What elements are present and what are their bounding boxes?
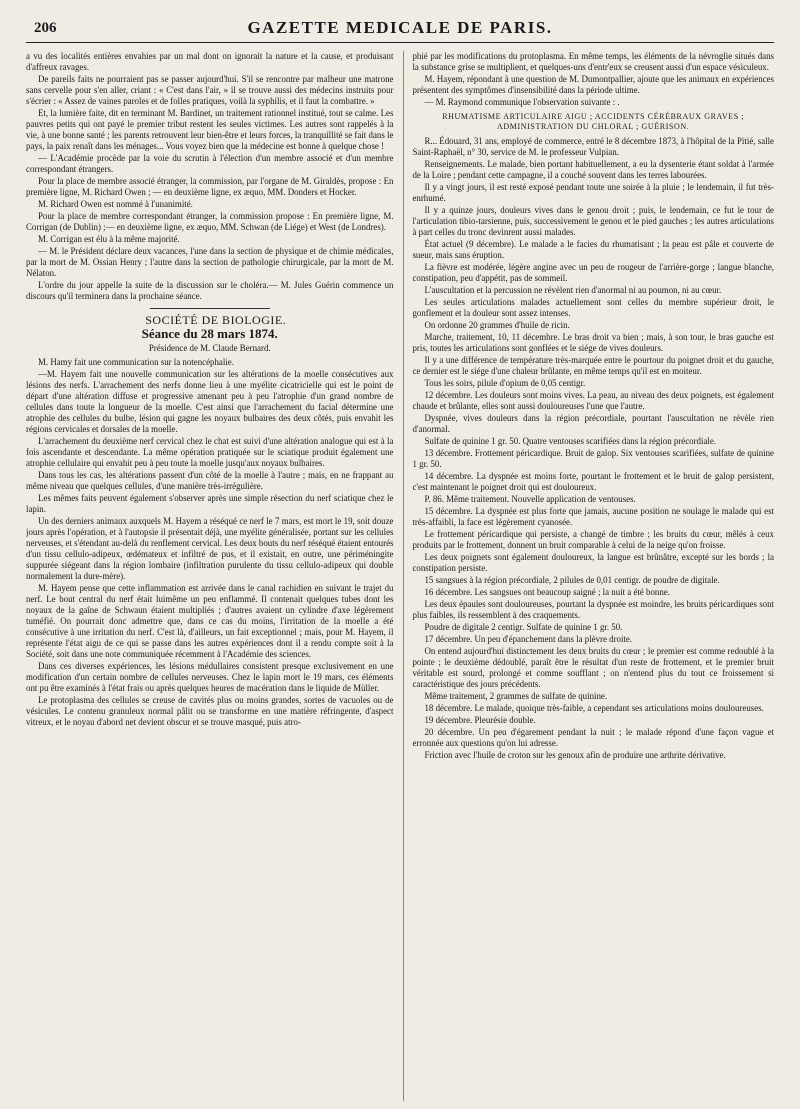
paragraph: 15 sangsues à la région précordiale, 2 pilules de 0,01 centigr. de poudre de digitale. [424, 575, 720, 585]
paragraph: Et, la lumière faite, dit en terminant M. Bardinet, un traitement rationnel institué, tout se calme. Les pauvres petits qui ont payé le premier tribut restent les seules victimes. Les autres sont rappelés à la vie, à une bonne santé ; les parents retrouvent leur bien-être et leurs forces, la tranquillité se fait dans le pays, la paix renaît dans les ménages... Vous voyez bien que la médecine est bonne à quelque chose ! [26, 108, 394, 151]
paragraph: De pareils faits ne pourraient pas se passer aujourd'hui. S'il se rencontre par malheur une matrone sans cervelle pour s'en aller, criant : « C'est dans l'air, » il se trouve aussi des médecins instruits pour s'écrier : « Assez de vaines paroles et de folles pratiques, voilà la syphilis, et il faut la combattre. » [26, 74, 394, 106]
paragraph: Renseignements. Le malade, bien portant habituellement, a eu la dysenterie étant soldat à l'armée de la Loire ; pendant cette campagne, il a couché souvent dans les terres labourées. [412, 159, 774, 180]
paragraph: Pour la place de membre associé étranger, la commission, par l'organe de M. Giraldès, propose : En première ligne, M. Richard Owen ; — en deuxième ligne, ex æquo, MM. Donders et Hocker. [26, 176, 394, 197]
paragraph: Les mêmes faits peuvent également s'observer après une simple résection du nerf sciatique chez le lapin. [26, 493, 394, 514]
columns [26, 51, 774, 1101]
seance-heading: Séance du 28 mars 1874. [141, 326, 278, 341]
section-divider [150, 308, 270, 309]
paragraph: Dans tous les cas, les altérations passent d'un côté de la moelle à l'autre ; mais, en ne frappant au même niveau que quelques cellules, d'une manière très-irrégulière. [26, 470, 394, 491]
paragraph: — M. Raymond communique l'observation suivante : . [424, 97, 620, 107]
paragraph: On entend aujourd'hui distinctement les deux bruits du cœur ; le premier est comme redoublé à la pointe ; le deuxième dédoublé, paraît être le résultat d'un reste de frottement, et le premier bruit véritable est sourd, prolongé et comme soufflant ; on n'entend plus du tout ce froissement si caractéristique des jours précédents. [412, 646, 774, 689]
paragraph: On ordonne 20 grammes d'huile de ricin. [424, 320, 570, 330]
paragraph: 19 décembre. Pleurésie double. [424, 715, 536, 725]
page-header [26, 14, 774, 43]
paragraph: L'ordre du jour appelle la suite de la discussion sur le choléra.— M. Jules Guérin commence un discours qu'il terminera dans la prochaine séance. [26, 280, 394, 301]
paragraph: M. Corrigan est élu à la même majorité. [38, 234, 180, 244]
paragraph: Un des derniers animaux auxquels M. Hayem a réséqué ce nerf le 7 mars, est mort le 19, soit douze jours après l'opération, et à l'autopsie il présentait déjà, une myélite généralisée, portant sur les cellules nerveuses, et s'étendant au-delà du renflement cervical. Les deux bouts du nerf réséqué étaient entourés d'un tissu cellulo-adipeux, œdémateux et infiltré de pus, et il existait, en outre, une périméningite suppurée siégeant dans la région lombaire (infiltration purulente du tissu cellulo-adipeux qui double normalement la dure-mère). [26, 516, 394, 581]
paragraph: Dyspnée, vives douleurs dans la région précordiale, pourtant l'auscultation ne révèle rien d'anormal. [412, 413, 774, 434]
society-heading: SOCIÉTÉ DE BIOLOGIE. [145, 313, 287, 327]
paragraph: Les deux épaules sont douloureuses, pourtant la dyspnée est moindre, les bruits péricardiques sont plus faibles, ils ressemblent à des craquements. [412, 599, 774, 620]
paragraph: Sulfate de quinine 1 gr. 50. Quatre ventouses scarifiées dans la région précordiale. [424, 436, 717, 446]
paragraph: 16 décembre. Les sangsues ont beaucoup saigné ; la nuit a été bonne. [424, 587, 670, 597]
paragraph: 20 décembre. Un peu d'égarement pendant la nuit ; le malade répond d'une façon vague et erronnée aux questions qu'on lui adresse. [412, 727, 774, 748]
paragraph: 13 décembre. Frottement péricardique. Bruit de galop. Six ventouses scarifiées, sulfate de quinine 1 gr. 50. [412, 448, 774, 469]
paragraph: Pour la place de membre correspondant étranger, la commission propose : En première ligne, M. Corrigan (de Dublin) ;— en deuxième ligne, ex æquo, MM. Schwan (de Liége) et West (de Londres). [26, 211, 394, 232]
paragraph: L'auscultation et la percussion ne révèlent rien d'anormal ni au poumon, ni au cœur. [424, 285, 722, 295]
case-title: RHUMATISME ARTICULAIRE AIGU ; ACCIDENTS CÉRÉBRAUX GRAVES ; ADMINISTRATION DU CHLORAL ; GUÉRISON. [442, 112, 745, 131]
paragraph: Les deux poignets sont également douloureux, la langue est brûnâtre, excepté sur les bords ; la constipation persiste. [412, 552, 774, 573]
left-column [26, 51, 399, 1101]
paragraph: 18 décembre. Le malade, quoique très-faible, a cependant ses articulations moins douloureuses. [424, 703, 764, 713]
paragraph: État actuel (9 décembre). Le malade a le facies du rhumatisant ; la peau est pâle et couverte de sueur, mais sans éruption. [412, 239, 774, 260]
paragraph: — M. le Président déclare deux vacances, l'une dans la section de physique et de chimie médicales, par la mort de M. Ossian Henry ; l'autre dans la section de pathologie chirurgicale, par la mort de M. Nélaton. [26, 246, 394, 278]
paragraph: 15 décembre. La dyspnée est plus forte que jamais, aucune position ne soulage le malade qui est très-affaibli, la face est légèrement cyanosée. [412, 506, 774, 527]
paragraph: Les seules articulations malades actuellement sont celles du membre supérieur droit, le gonflement et la douleur sont assez intenses. [412, 297, 774, 318]
paragraph: Même traitement, 2 grammes de sulfate de quinine. [424, 691, 608, 701]
paragraph: Il y a une différence de température très-marquée entre le pourtour du poignet droit et du gauche, ce dernier est le siége d'une chaleur brûlante, en même temps qu'il est en moiteur. [412, 355, 774, 376]
page-number: 206 [34, 20, 57, 36]
paragraph: Poudre de digitale 2 centigr. Sulfate de quinine 1 gr. 50. [424, 622, 623, 632]
presidence-line: Présidence de M. Claude Bernard. [148, 343, 271, 353]
paragraph: Dans ces diverses expériences, les lésions médullaires consistent presque exclusivement en une modification d'un certain nombre de cellules nerveuses. Chez le lapin mort le 19 mars, ces éléments ont pu être examinés à l'état frais ou après quelques heures de macération dans le liquide de Müller. [26, 661, 394, 693]
paragraph: R... Édouard, 31 ans, employé de commerce, entré le 8 décembre 1873, à l'hôpital de la Pitié, salle Saint-Raphaël, n° 30, service de M. le professeur Vulpian. [412, 136, 774, 157]
paragraph: L'arrachement du deuxième nerf cervical chez le chat est suivi d'une altération analogue qui est à la fois ascendante et descendante. La même opération pratiquée sur le sciatique produit également une atrophie cellulaire qui envahit peu à peu toute la moelle jusqu'aux noyaux bulbaires. [26, 436, 394, 468]
journal-title: GAZETTE MEDICALE DE PARIS. [247, 18, 553, 37]
paragraph: —M. Hayem fait une nouvelle communication sur les altérations de la moelle consécutives aux lésions des nerfs. L'arrachement des nerfs donne lieu à une myélite cicatricielle qui est le point de départ d'une altération diffuse et progressive amenant peu à peu l'atrophie d'un grand nombre de cellules dans toute la longueur de la moelle. C'est ainsi que l'arrachement du facial détermine une atrophie des cellules du bulbe, lésion qui gagne les noyaux bulbaires des deux côtés, puis envahit les régions cervicales et dorsales de la moelle. [26, 369, 394, 434]
paragraph: Marche, traitement, 10, 11 décembre. Le bras droit va bien ; mais, à son tour, le bras gauche est pris, toutes les articulations sont gonflées et le siége de vives douleurs. [412, 332, 774, 353]
paragraph: 12 décembre. Les douleurs sont moins vives. La peau, au niveau des deux poignets, est également chaude et brûlante, elles sont aussi douloureuses l'une que l'autre. [412, 390, 774, 411]
paragraph: Friction avec l'huile de croton sur les genoux afin de produire une arthrite dérivative. [424, 750, 726, 760]
right-column [403, 51, 774, 1101]
paragraph: La fièvre est modérée, légère angine avec un peu de rougeur de l'arrière-gorge ; langue blanche, constipation, peu d'appétit, pas de sommeil. [412, 262, 774, 283]
paragraph: — L'Académie procède par la voie du scrutin à l'élection d'un membre associé et d'un membre correspondant étrangers. [26, 153, 394, 174]
paragraph: a vu des localités entières envahies par un mal dont on ignorait la nature et la cause, et produisant d'affreux ravages. [26, 51, 394, 72]
paragraph: phié par les modifications du protoplasma. En même temps, les éléments de la névroglie situés dans la substance grise se multiplient, et quelques-uns d'entr'eux se creusent aussi d'un espace vésiculeux. [412, 51, 774, 72]
paragraph: Il y a quinze jours, douleurs vives dans le genou droit ; puis, le lendemain, ce fut le tour de l'articulation tibio-tarsienne, puis, successivement le genou et le pied gauches ; les autres articulations à part celles du tronc devinrent aussi malades. [412, 205, 774, 237]
paragraph: Il y a vingt jours, il est resté exposé pendant toute une soirée à la pluie ; le lendemain, il fut très-enrhumé. [412, 182, 774, 203]
paragraph: P. 86. Même traitement. Nouvelle application de ventouses. [424, 494, 636, 504]
paragraph: M. Hayem pense que cette inflammation est arrivée dans le canal rachidien en suivant le trajet du nerf. Le bout central du nerf était luimême un peu enflammé. Il contenait quelques tubes dont les noyaux de la gaîne de Schwaun étaient multipliés ; d'autres avaient un cylindre d'axe légèrement tuméfié. On pourrait donc admettre que, dans ce cas du moins, l'irritation de la moelle a été consécutive à une irritation du nerf. C'est là, d'ailleurs, un fait exceptionnel ; mais, pour M. Hayem, il représente l'état aigu de ce qui se passe dans les autres expériences dont il a rendu compte soit à la Société, soit dans une note communiquée récemment à l'Académie des sciences. [26, 583, 394, 659]
paragraph: M. Hayem, répondant à une question de M. Dumontpallier, ajoute que les animaux en expériences présentent des symptômes d'insensibilité dans la période ultime. [412, 74, 774, 95]
paragraph: Tous les soirs, pilule d'opium de 0,05 centigr. [424, 378, 586, 388]
paragraph: Le protoplasma des cellules se creuse de cavités plus ou moins grandes, sortes de vacuoles ou de vésicules. Le contenu granuleux normal pâlit ou se transforme en une matière réfringente, d'aspect vitreux, et le noyau d'abord net devient obscur et se trouve masqué, puis atro- [26, 695, 394, 727]
paragraph: M. Hamy fait une communication sur la notencéphalie. [38, 357, 234, 367]
paragraph: 14 décembre. La dyspnée est moins forte, pourtant le frottement et le bruit de galop persistent, c'est maintenant le poignet droit qui est douloureux. [412, 471, 774, 492]
paragraph: 17 décembre. Un peu d'épanchement dans la plèvre droite. [424, 634, 633, 644]
paragraph: Le frottement péricardique qui persiste, a changé de timbre ; les bruits du cœur, mêlés à ceux produits par le frottement, donnent un bruit comparable à celui de la neige qu'on froisse. [412, 529, 774, 550]
paragraph: M. Richard Owen est nommé à l'unanimité. [38, 199, 193, 209]
